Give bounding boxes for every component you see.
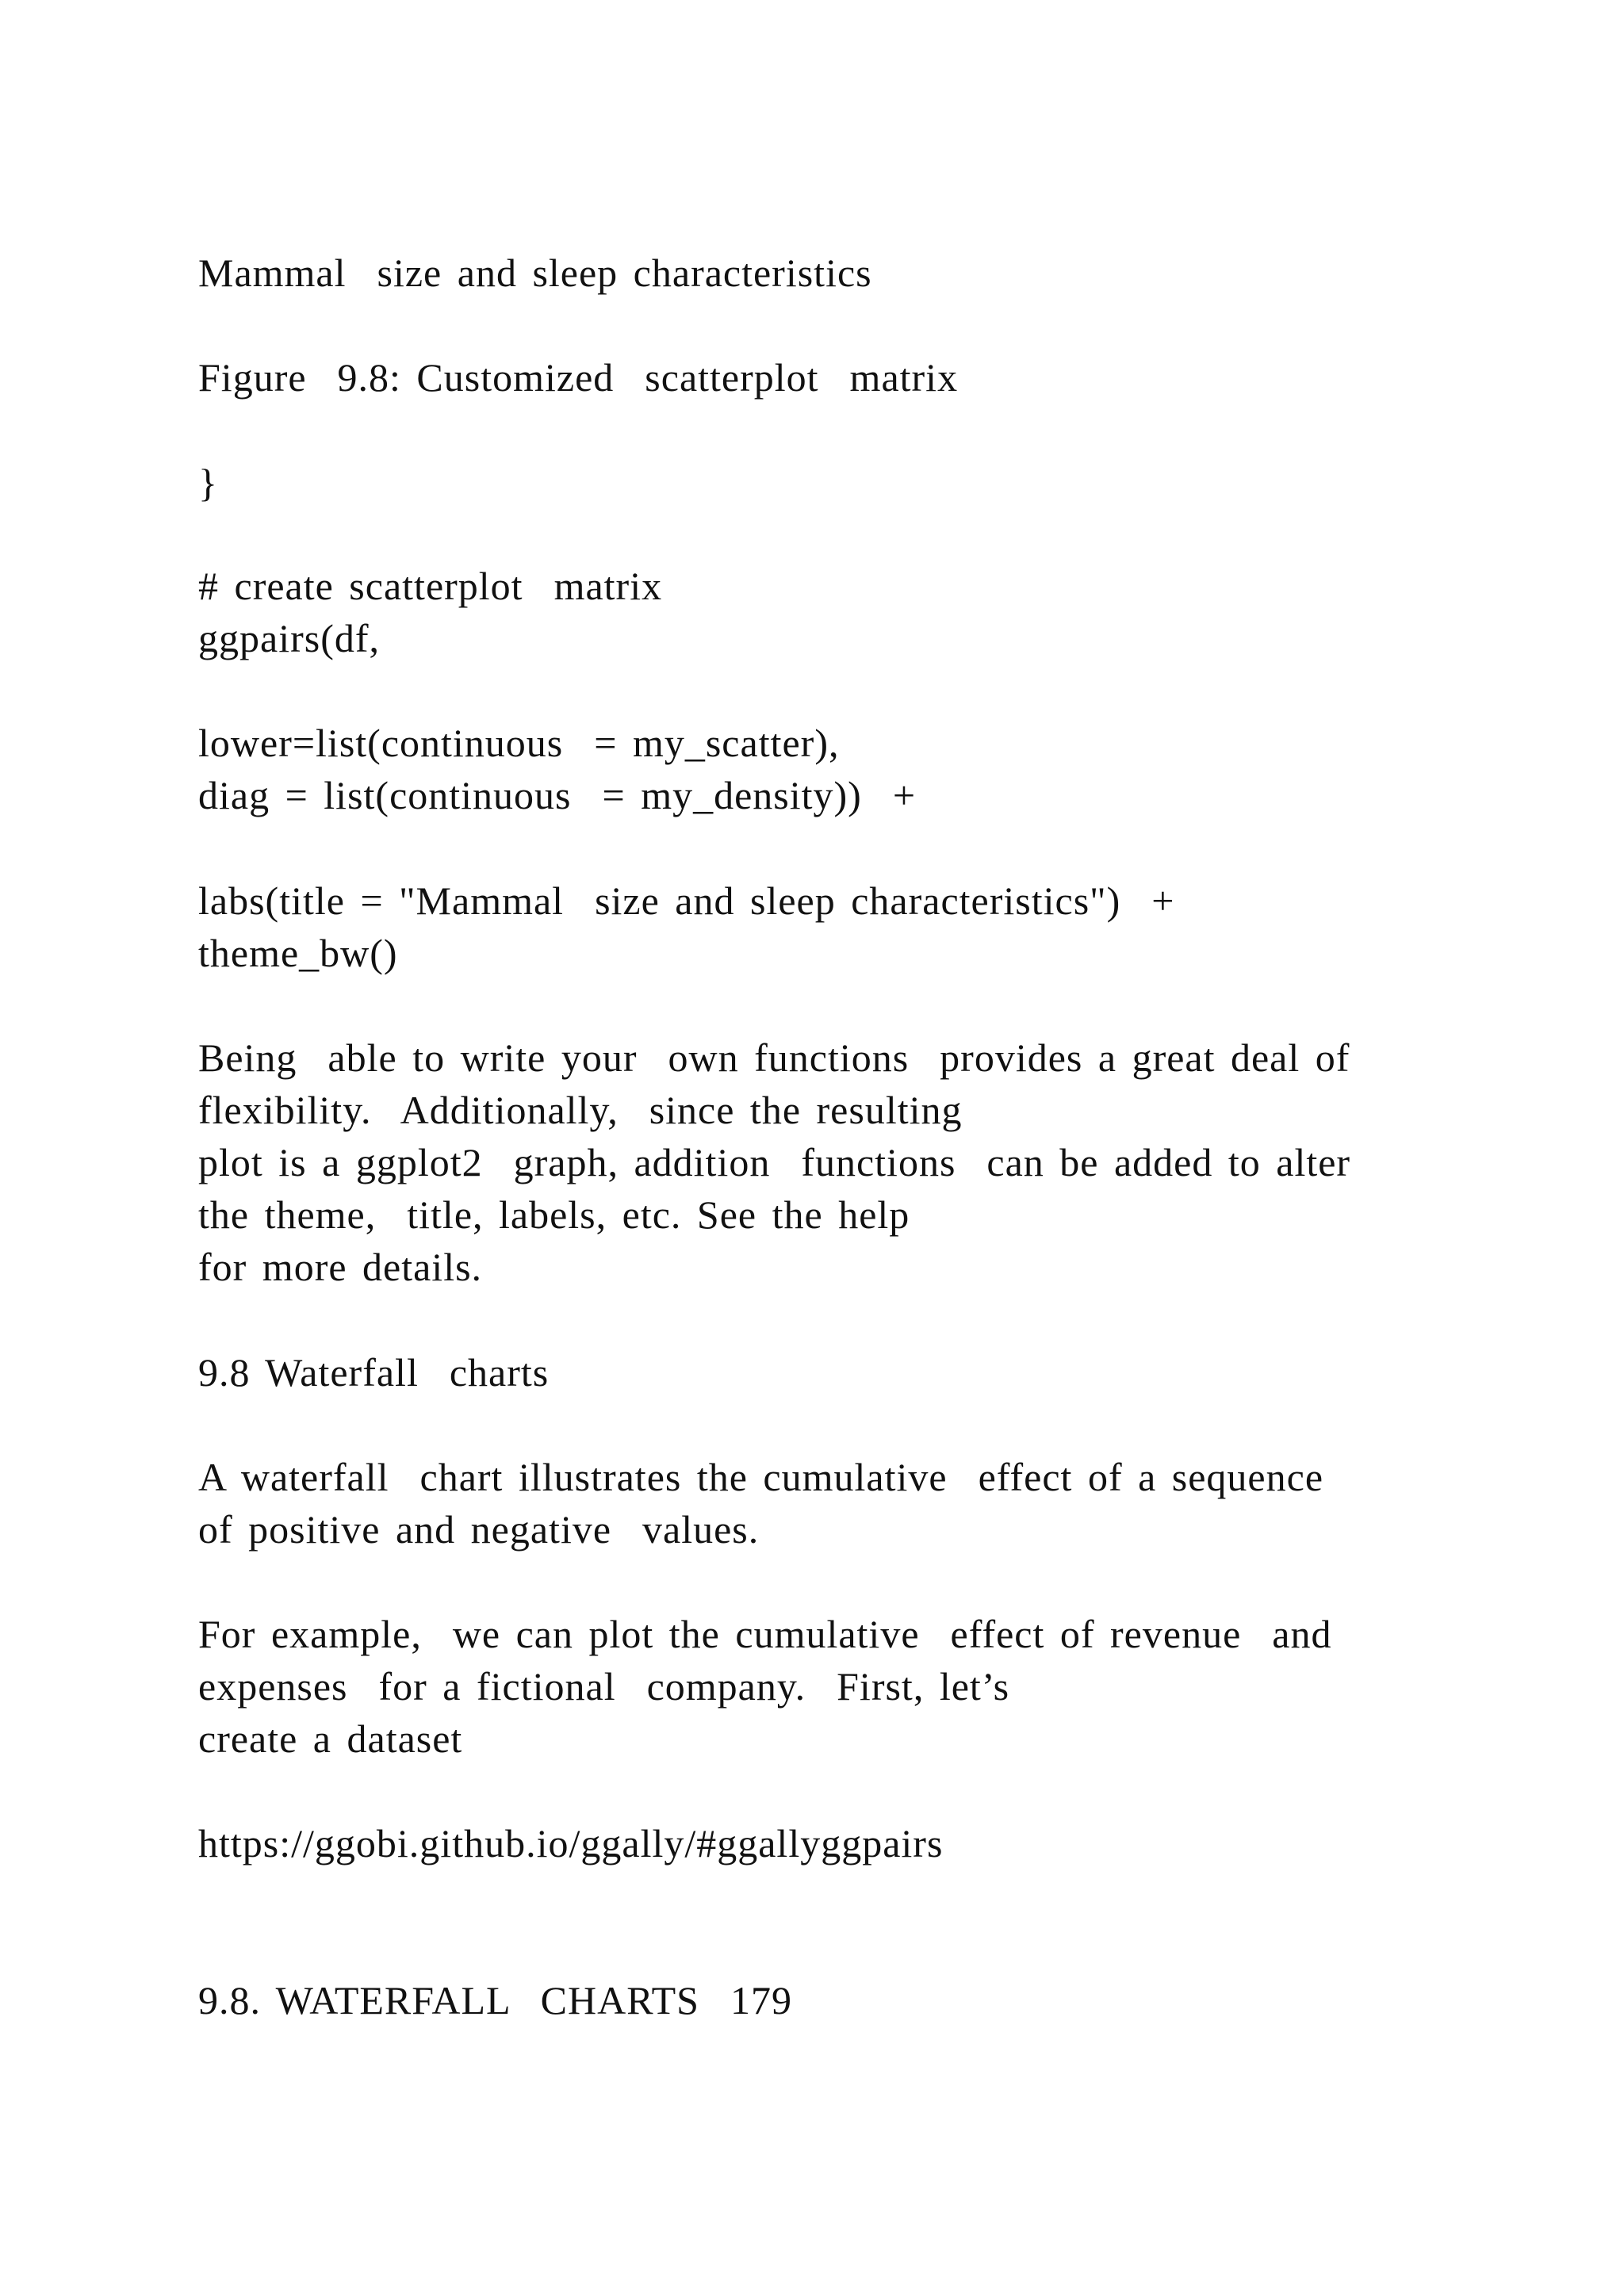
figure-caption: Figure 9.8: Customized scatterplot matrix xyxy=(198,355,959,400)
paragraph-line: the theme, title, labels, etc. See the help xyxy=(198,1192,910,1237)
paragraph-line: plot is a ggplot2 graph, addition functions can be added to alter xyxy=(198,1140,1351,1184)
code-line: diag = list(continuous = my_density)) + xyxy=(198,773,917,817)
paragraph-line: flexibility. Additionally, since the resulting xyxy=(198,1088,963,1132)
paragraph-line: For example, we can plot the cumulative effect of revenue and xyxy=(198,1612,1332,1656)
section-heading: 9.8 Waterfall charts xyxy=(198,1350,550,1395)
closing-brace: } xyxy=(198,461,218,505)
paragraph-line: A waterfall chart illustrates the cumulative effect of a sequence xyxy=(198,1455,1324,1499)
paragraph-line: create a dataset xyxy=(198,1716,463,1761)
paragraph-line: of positive and negative values. xyxy=(198,1507,760,1552)
caption-title: Mammal size and sleep characteristics xyxy=(198,251,872,295)
code-line: lower=list(continuous = my_scatter), xyxy=(198,721,840,765)
paragraph-line: Being able to write your own functions provides a great deal of xyxy=(198,1035,1350,1080)
running-footer: 9.8. WATERFALL CHARTS 179 xyxy=(198,1978,792,2022)
code-line: theme_bw() xyxy=(198,931,398,975)
paragraph-line: for more details. xyxy=(198,1245,483,1289)
code-line: labs(title = "Mammal size and sleep characteristics") + xyxy=(198,878,1175,923)
code-line: ggpairs(df, xyxy=(198,616,380,660)
code-line: # create scatterplot matrix xyxy=(198,564,663,608)
reference-url: https://ggobi.github.io/ggally/#ggallyggpairs xyxy=(198,1821,944,1866)
paragraph-line: expenses for a fictional company. First, let’s xyxy=(198,1664,1010,1709)
